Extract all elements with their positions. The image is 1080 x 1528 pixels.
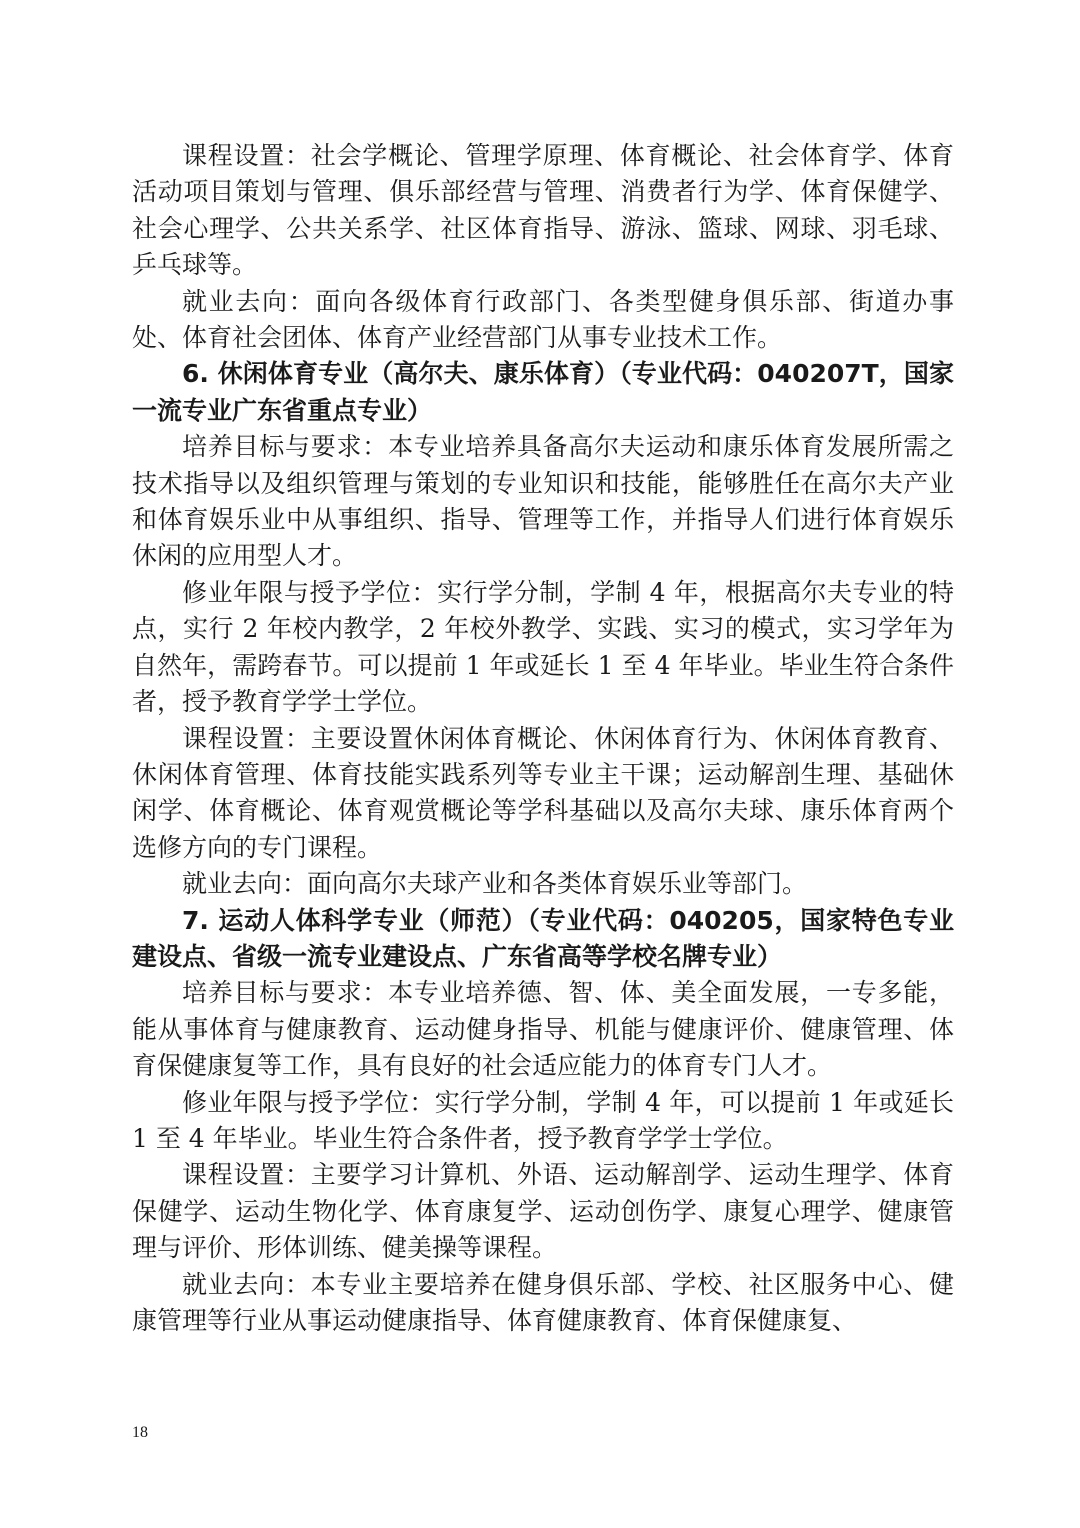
page-number: 18	[132, 1424, 148, 1441]
paragraph-curriculum-leisure-sports: 课程设置：主要设置休闲体育概论、休闲体育行为、休闲体育教育、休闲体育管理、体育技能实践系列等专业主干课；运动解剖生理、基础休闲学、体育概论、体育观赏概论等学科基础以及高尔夫球、康乐体育两个选修方向的专门课程。	[132, 723, 954, 862]
paragraph-duration-human-movement-science: 修业年限与授予学位：实行学分制，学制 4 年，可以提前 1 年或延长 1 至 4 年毕业。毕业生符合条件者，授予教育学学士学位。	[132, 1087, 954, 1153]
paragraph-employment-human-movement-science: 就业去向：本专业主要培养在健身俱乐部、学校、社区服务中心、健康管理等行业从事运动健康指导、体育健康教育、体育保健康复、	[132, 1269, 954, 1335]
section-heading-human-movement-science: 7. 运动人体科学专业（师范）（专业代码：040205，国家特色专业建设点、省级一流专业建设点、广东省高等学校名牌专业）	[132, 905, 954, 971]
paragraph-duration-leisure-sports: 修业年限与授予学位：实行学分制，学制 4 年，根据高尔夫专业的特点，实行 2 年校内教学，2 年校外教学、实践、实习的模式，实习学年为自然年，需跨春节。可以提前 1 年或延长 1 至 4 年毕业。毕业生符合条件者，授予教育学学士学位。	[132, 577, 954, 717]
paragraph-curriculum-human-movement-science: 课程设置：主要学习计算机、外语、运动解剖学、运动生理学、体育保健学、运动生物化学、体育康复学、运动创伤学、康复心理学、健康管理与评价、形体训练、健美操等课程。	[132, 1160, 954, 1263]
section-heading-leisure-sports: 6. 休闲体育专业（高尔夫、康乐体育）（专业代码：040207T，国家一流专业广东省重点专业）	[132, 359, 954, 425]
document-page	[132, 138, 954, 1339]
paragraph-employment-leisure-sports: 就业去向：面向高尔夫球产业和各类体育娱乐业等部门。	[182, 869, 808, 899]
paragraph-objectives-human-movement-science: 培养目标与要求：本专业培养德、智、体、美全面发展，一专多能，能从事体育与健康教育、运动健身指导、机能与健康评价、健康管理、体育保健康复等工作，具有良好的社会适应能力的体育专门人才。	[132, 978, 954, 1081]
paragraph-employment-social-sports: 就业去向：面向各级体育行政部门、各类型健身俱乐部、街道办事处、体育社会团体、体育产业经营部门从事专业技术工作。	[132, 286, 954, 353]
paragraph-objectives-leisure-sports: 培养目标与要求：本专业培养具备高尔夫运动和康乐体育发展所需之技术指导以及组织管理与策划的专业知识和技能，能够胜任在高尔夫产业和体育娱乐业中从事组织、指导、管理等工作，并指导人们进行体育娱乐休闲的应用型人才。	[132, 432, 954, 571]
paragraph-curriculum-social-sports: 课程设置：社会学概论、管理学原理、体育概论、社会体育学、体育活动项目策划与管理、俱乐部经营与管理、消费者行为学、体育保健学、社会心理学、公共关系学、社区体育指导、游泳、篮球、网球、羽毛球、乒乓球等。	[132, 141, 954, 280]
